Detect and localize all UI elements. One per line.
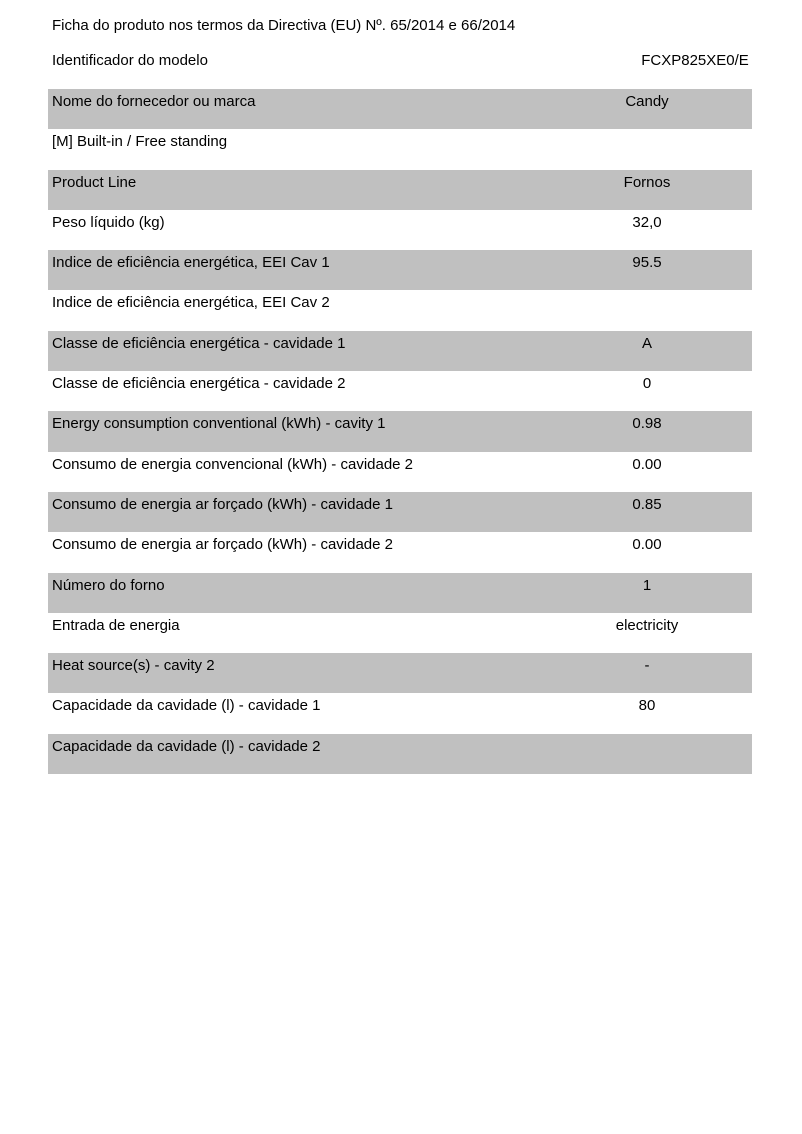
row-label: Consumo de energia ar forçado (kWh) - cavidade 2: [52, 536, 394, 554]
table-row: [48, 411, 752, 451]
table-row: [48, 331, 752, 371]
table-row: [48, 129, 752, 169]
row-label: Capacidade da cavidade (l) - cavidade 2: [52, 737, 321, 755]
row-value: A: [641, 334, 652, 352]
table-row: [48, 613, 752, 653]
table-row: [48, 170, 752, 210]
row-value: electricity: [615, 616, 679, 634]
table-row: [48, 492, 752, 532]
row-value: 0: [642, 375, 652, 393]
table-row: [48, 89, 752, 129]
row-label: Consumo de energia ar forçado (kWh) - cavidade 1: [52, 495, 394, 513]
table-row: [48, 532, 752, 572]
table-row: [48, 371, 752, 411]
product-spec-table: [48, 89, 752, 774]
row-label: Classe de eficiência energética - cavidade 2: [52, 375, 346, 393]
row-label: Nome do fornecedor ou marca: [52, 93, 256, 110]
row-label: Energy consumption conventional (kWh) - cavity 1: [52, 415, 386, 433]
row-value: 1: [642, 576, 652, 594]
row-label: Indice de eficiência energética, EEI Cav 2: [52, 294, 330, 312]
row-value: 80: [638, 697, 656, 715]
row-label: Peso líquido (kg): [52, 213, 165, 231]
table-row: [48, 734, 752, 774]
table-row: [48, 693, 752, 733]
row-label: Classe de eficiência energética - cavidade 1: [52, 334, 346, 352]
table-row: [48, 653, 752, 693]
table-row: [48, 573, 752, 613]
table-row: [48, 452, 752, 492]
row-value: 0.00: [632, 455, 662, 473]
row-label: Indice de eficiência energética, EEI Cav 1: [52, 254, 330, 272]
table-row: [48, 290, 752, 330]
row-label: [M] Built-in / Free standing: [52, 133, 228, 151]
row-value: FCXP825XE0/E: [641, 52, 749, 69]
row-label: Consumo de energia convencional (kWh) - cavidade 2: [52, 455, 414, 473]
table-row: [48, 210, 752, 250]
row-value: 0.98: [632, 415, 662, 433]
row-value: 32,0: [632, 213, 662, 231]
row-label: Número do forno: [52, 576, 165, 594]
row-label: Product Line: [52, 173, 137, 191]
row-label: Entrada de energia: [52, 616, 180, 634]
row-value: Candy: [625, 93, 669, 110]
row-label: Identificador do modelo: [52, 52, 208, 69]
row-value: Fornos: [623, 173, 671, 191]
row-value: 0.85: [632, 495, 662, 513]
row-value: 0.00: [632, 536, 662, 554]
model-identifier-row: [48, 51, 752, 73]
row-value: 95.5: [632, 254, 662, 272]
row-value: -: [644, 657, 650, 675]
row-label: Capacidade da cavidade (l) - cavidade 1: [52, 697, 321, 715]
table-row: [48, 250, 752, 290]
document-title: Ficha do produto nos termos da Directiva (EU) Nº. 65/2014 e 66/2014: [52, 17, 516, 34]
row-label: Heat source(s) - cavity 2: [52, 657, 215, 675]
